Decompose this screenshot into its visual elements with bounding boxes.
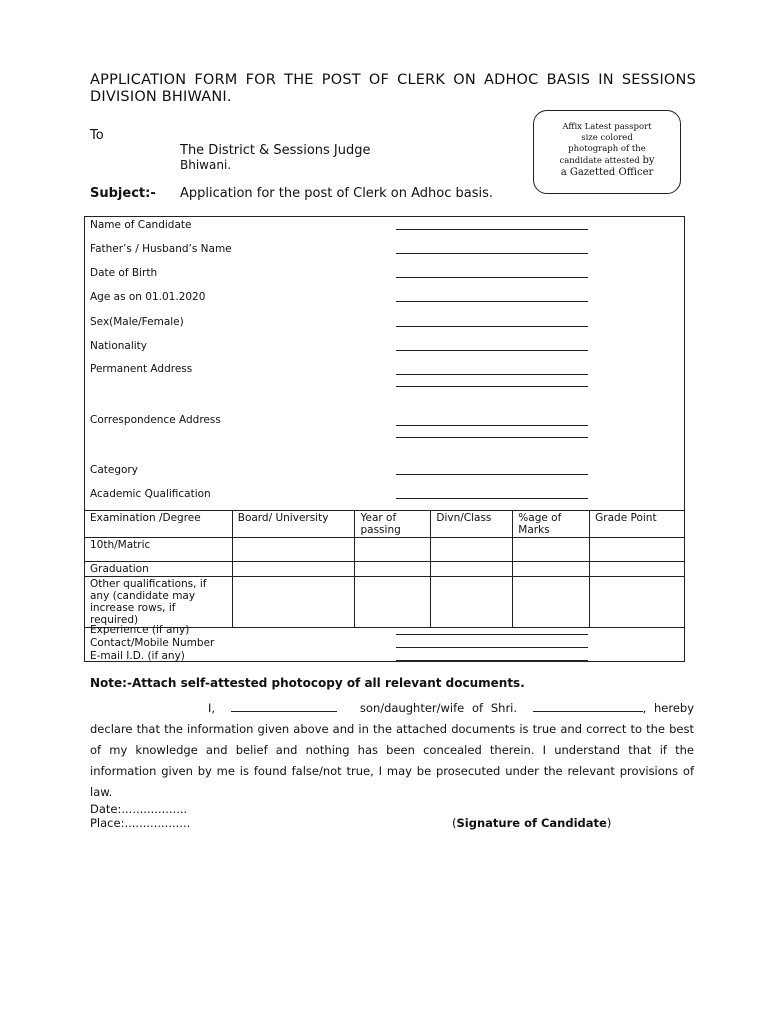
- photo-box-line: photograph of the: [568, 144, 646, 154]
- table-header-row: [85, 511, 685, 538]
- field-nationality: Nationality: [90, 340, 148, 352]
- table-cell[interactable]: [513, 562, 590, 577]
- field-correspondence-address: Correspondence Address: [90, 414, 221, 426]
- col-header-year: Year of passing: [355, 511, 431, 538]
- form-title: APPLICATION FORM FOR THE POST OF CLERK ON ADHOC BASIS IN SESSIONS DIVISION BHIWANI.: [90, 72, 696, 105]
- table-cell[interactable]: [232, 562, 355, 577]
- field-experience: Experience (if any): [90, 624, 190, 636]
- row-label-graduation: Graduation: [85, 562, 233, 577]
- declarant-name-blank[interactable]: [231, 701, 337, 712]
- table-row: [85, 577, 685, 628]
- field-age: Age as on 01.01.2020: [90, 291, 206, 303]
- field-sex: Sex(Male/Female): [90, 316, 184, 328]
- table-cell[interactable]: [513, 538, 590, 562]
- field-contact-number: Contact/Mobile Number: [90, 637, 215, 649]
- correspondence-address-input-line-2[interactable]: [396, 437, 588, 438]
- table-cell[interactable]: [355, 538, 431, 562]
- addressee-to: To: [90, 128, 104, 143]
- note-text: Note:-Attach self-attested photocopy of all relevant documents.: [90, 676, 525, 690]
- table-cell[interactable]: [431, 538, 513, 562]
- table-cell[interactable]: [232, 577, 355, 628]
- photo-box-line: Affix Latest passport: [562, 122, 652, 132]
- col-header-board: Board/ University: [232, 511, 355, 538]
- correspondence-address-input-line[interactable]: [396, 425, 588, 426]
- field-academic-qualification: Academic Qualification: [90, 488, 211, 500]
- date-of-birth-input-line[interactable]: [396, 277, 588, 278]
- academic-qualification-input-line[interactable]: [396, 498, 588, 499]
- category-input-line[interactable]: [396, 474, 588, 475]
- table-cell[interactable]: [232, 538, 355, 562]
- table-cell[interactable]: [590, 577, 685, 628]
- table-row: [85, 562, 685, 577]
- date-field[interactable]: Date:..................: [90, 802, 188, 816]
- row-label-other: Other qualifications, if any (candidate may increase rows, if required): [85, 577, 233, 628]
- field-permanent-address: Permanent Address: [90, 363, 193, 375]
- field-father-husband-name: Father’s / Husband’s Name: [90, 243, 232, 255]
- qualifications-table: [84, 510, 685, 628]
- col-header-marks: %age of Marks: [513, 511, 590, 538]
- declaration: I, son/daughter/wife of Shri. , hereby declare that the information given above and in the attached documents is true and correct to the best of my knowledge and belief and nothing has been concealed therein. I understand that if the information given by me is found false/not true, I may be prosecuted under the relevant provisions of law.: [90, 701, 695, 799]
- photo-box[interactable]: [533, 110, 681, 194]
- subject-label: Subject:-: [90, 186, 156, 201]
- col-header-division: Divn/Class: [431, 511, 513, 538]
- photo-box-line: candidate attested by: [559, 155, 655, 166]
- col-header-grade: Grade Point: [590, 511, 685, 538]
- father-husband-name-input-line[interactable]: [396, 253, 588, 254]
- age-input-line[interactable]: [396, 301, 588, 302]
- addressee-line-1: The District & Sessions Judge: [180, 143, 371, 158]
- table-cell[interactable]: [355, 577, 431, 628]
- field-category: Category: [90, 464, 138, 476]
- photo-box-line: size colored: [581, 133, 633, 143]
- nationality-input-line[interactable]: [396, 350, 588, 351]
- table-cell[interactable]: [590, 562, 685, 577]
- experience-input-line[interactable]: [396, 634, 588, 635]
- table-cell[interactable]: [590, 538, 685, 562]
- subject-text: Application for the post of Clerk on Adhoc basis.: [180, 186, 494, 201]
- email-input-line[interactable]: [396, 660, 588, 661]
- field-email: E-mail I.D. (if any): [90, 650, 185, 662]
- signature-label: (Signature of Candidate): [452, 816, 612, 830]
- table-row: [85, 538, 685, 562]
- place-field[interactable]: Place:..................: [90, 816, 191, 830]
- row-label-matric: 10th/Matric: [85, 538, 233, 562]
- table-cell[interactable]: [513, 577, 590, 628]
- table-cell[interactable]: [431, 562, 513, 577]
- father-name-blank[interactable]: [533, 701, 643, 712]
- contact-number-input-line[interactable]: [396, 647, 588, 648]
- addressee-line-2: Bhiwani.: [180, 158, 232, 172]
- field-date-of-birth: Date of Birth: [90, 267, 158, 279]
- sex-input-line[interactable]: [396, 326, 588, 327]
- name-of-candidate-input-line[interactable]: [396, 229, 588, 230]
- table-cell[interactable]: [431, 577, 513, 628]
- photo-box-line: a Gazetted Officer: [560, 167, 654, 178]
- permanent-address-input-line[interactable]: [396, 374, 588, 375]
- table-cell[interactable]: [355, 562, 431, 577]
- permanent-address-input-line-2[interactable]: [396, 386, 588, 387]
- field-name-of-candidate: Name of Candidate: [90, 219, 192, 231]
- col-header-exam: Examination /Degree: [85, 511, 233, 538]
